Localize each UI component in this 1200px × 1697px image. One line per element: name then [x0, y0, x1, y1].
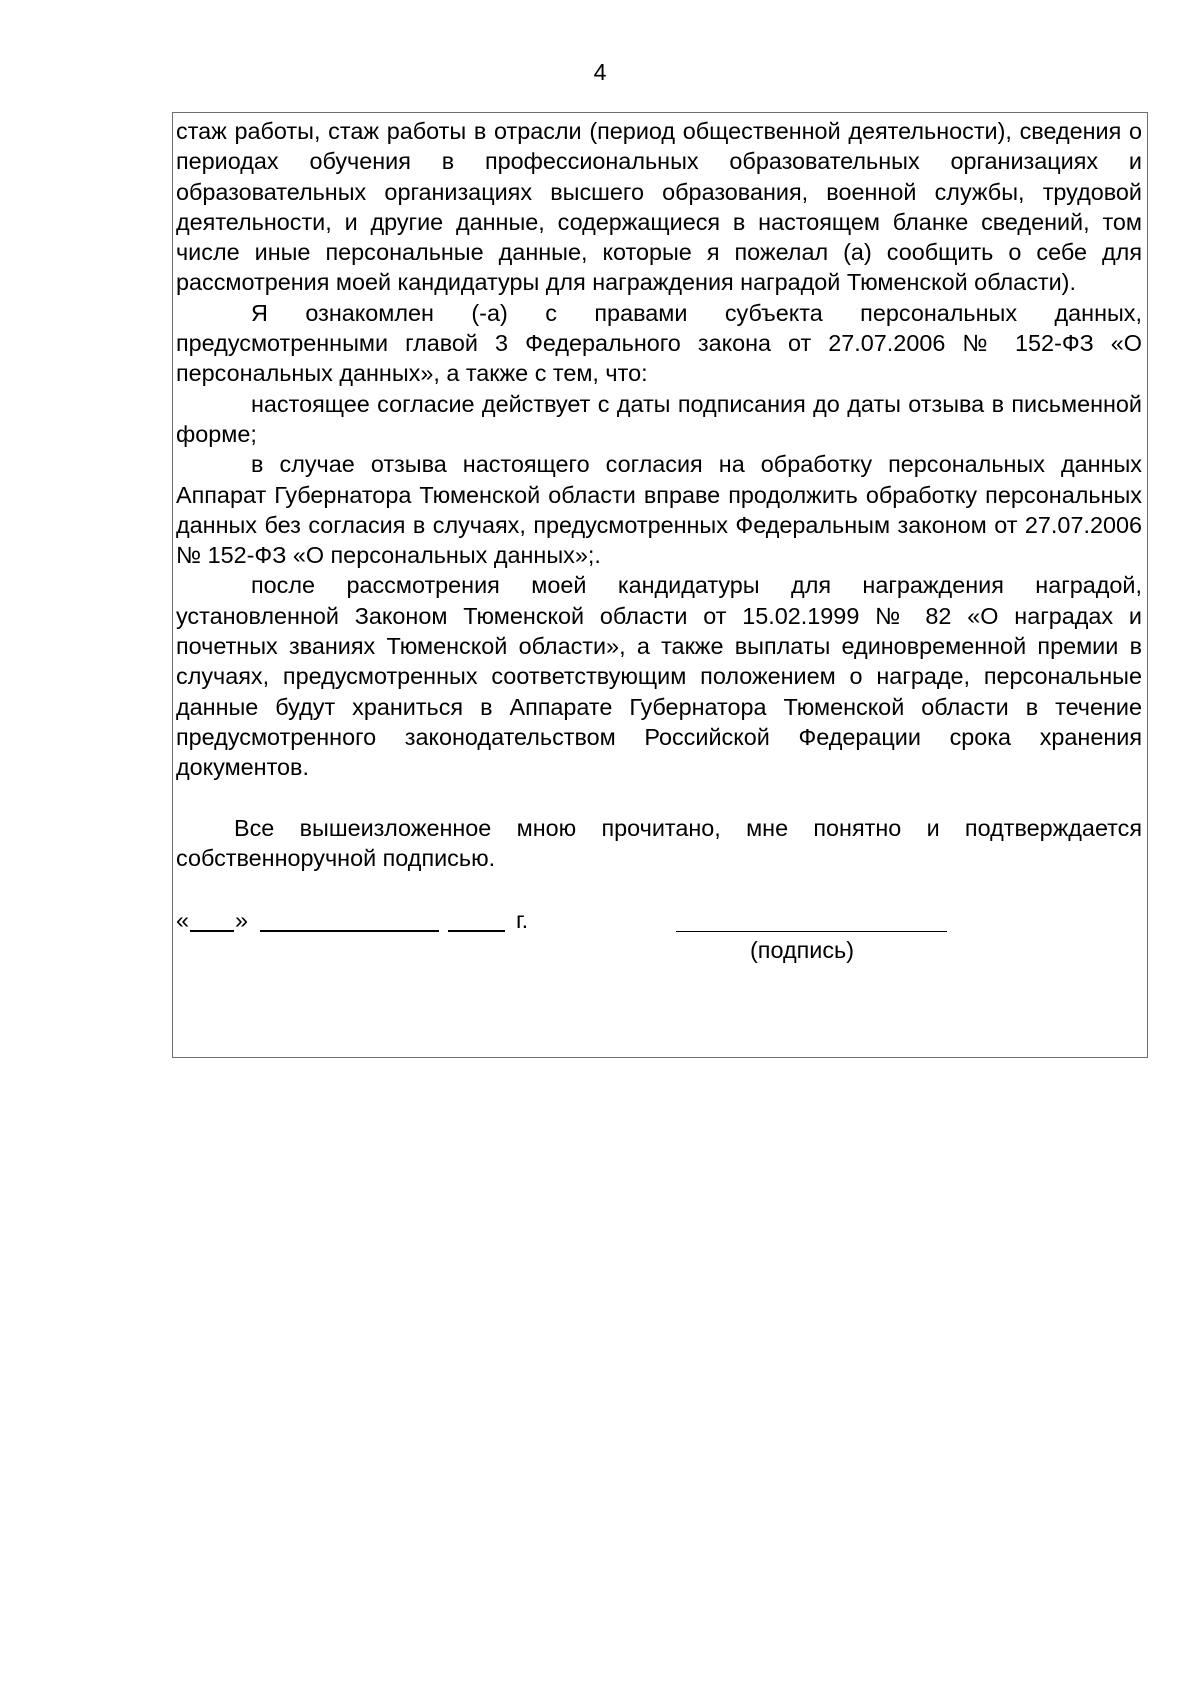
signature-caption: (подпись) — [750, 937, 855, 964]
date-signature-row — [176, 905, 1142, 964]
page-number: 4 — [593, 59, 607, 85]
year-suffix: г. — [516, 907, 529, 934]
date-close-quote: » — [235, 907, 249, 934]
consent-form-box — [172, 112, 1148, 1058]
month-field[interactable] — [260, 930, 439, 932]
day-field[interactable] — [190, 930, 234, 932]
consent-validity-paragraph: настоящее согласие действует с даты подписания до даты отзыва в письменной форме; — [176, 390, 1142, 447]
personal-data-list-paragraph: стаж работы, стаж работы в отрасли (период общественной деятельности), сведения о периодах обучения в профессиональных образовательных организациях и образовательных организациях высшего образования, военной службы, трудовой деятельности, и другие данные, содержащиеся в настоящем бланке сведений, том числе иные персональные данные, которые я пожелал (а) сообщить о себе для рассмотрения моей кандидатуры для награждения наградой Тюменской области). — [176, 118, 1142, 296]
consent-withdrawal-paragraph: в случае отзыва настоящего согласия на обработку персональных данных Аппарат Губернатора Тюменской области вправе продолжить обработку персональных данных без согласия в случаях, предусмотренных Федеральным законом от 27.07.2006 № 152-ФЗ «О персональных данных»;. — [176, 451, 1142, 569]
consent-text — [176, 116, 1142, 964]
signature-field[interactable] — [676, 931, 947, 932]
acknowledgement-paragraph: Я ознакомлен (-а) с правами субъекта персональных данных, предусмотренными главой 3 Федерального закона от 27.07.2006 № 152-ФЗ «О персональных данных», а также с тем, что: — [176, 299, 1142, 387]
confirmation-paragraph: Все вышеизложенное мною прочитано, мне понятно и подтверждается собственноручной подписью. — [176, 814, 1142, 872]
data-storage-paragraph: после рассмотрения моей кандидатуры для награждения наградой, установленной Законом Тюменской области от 15.02.1999 № 82 «О наградах и почетных званиях Тюменской области», а также выплаты единовременной премии в случаях, предусмотренных соответствующим положением о награде, персональные данные будут храниться в Аппарате Губернатора Тюменской области в течение предусмотренного законодательством Российской Федерации срока хранения документов. — [176, 572, 1142, 781]
spacer — [176, 783, 1142, 813]
year-field[interactable] — [448, 930, 505, 932]
date-open-quote: « — [176, 907, 190, 934]
